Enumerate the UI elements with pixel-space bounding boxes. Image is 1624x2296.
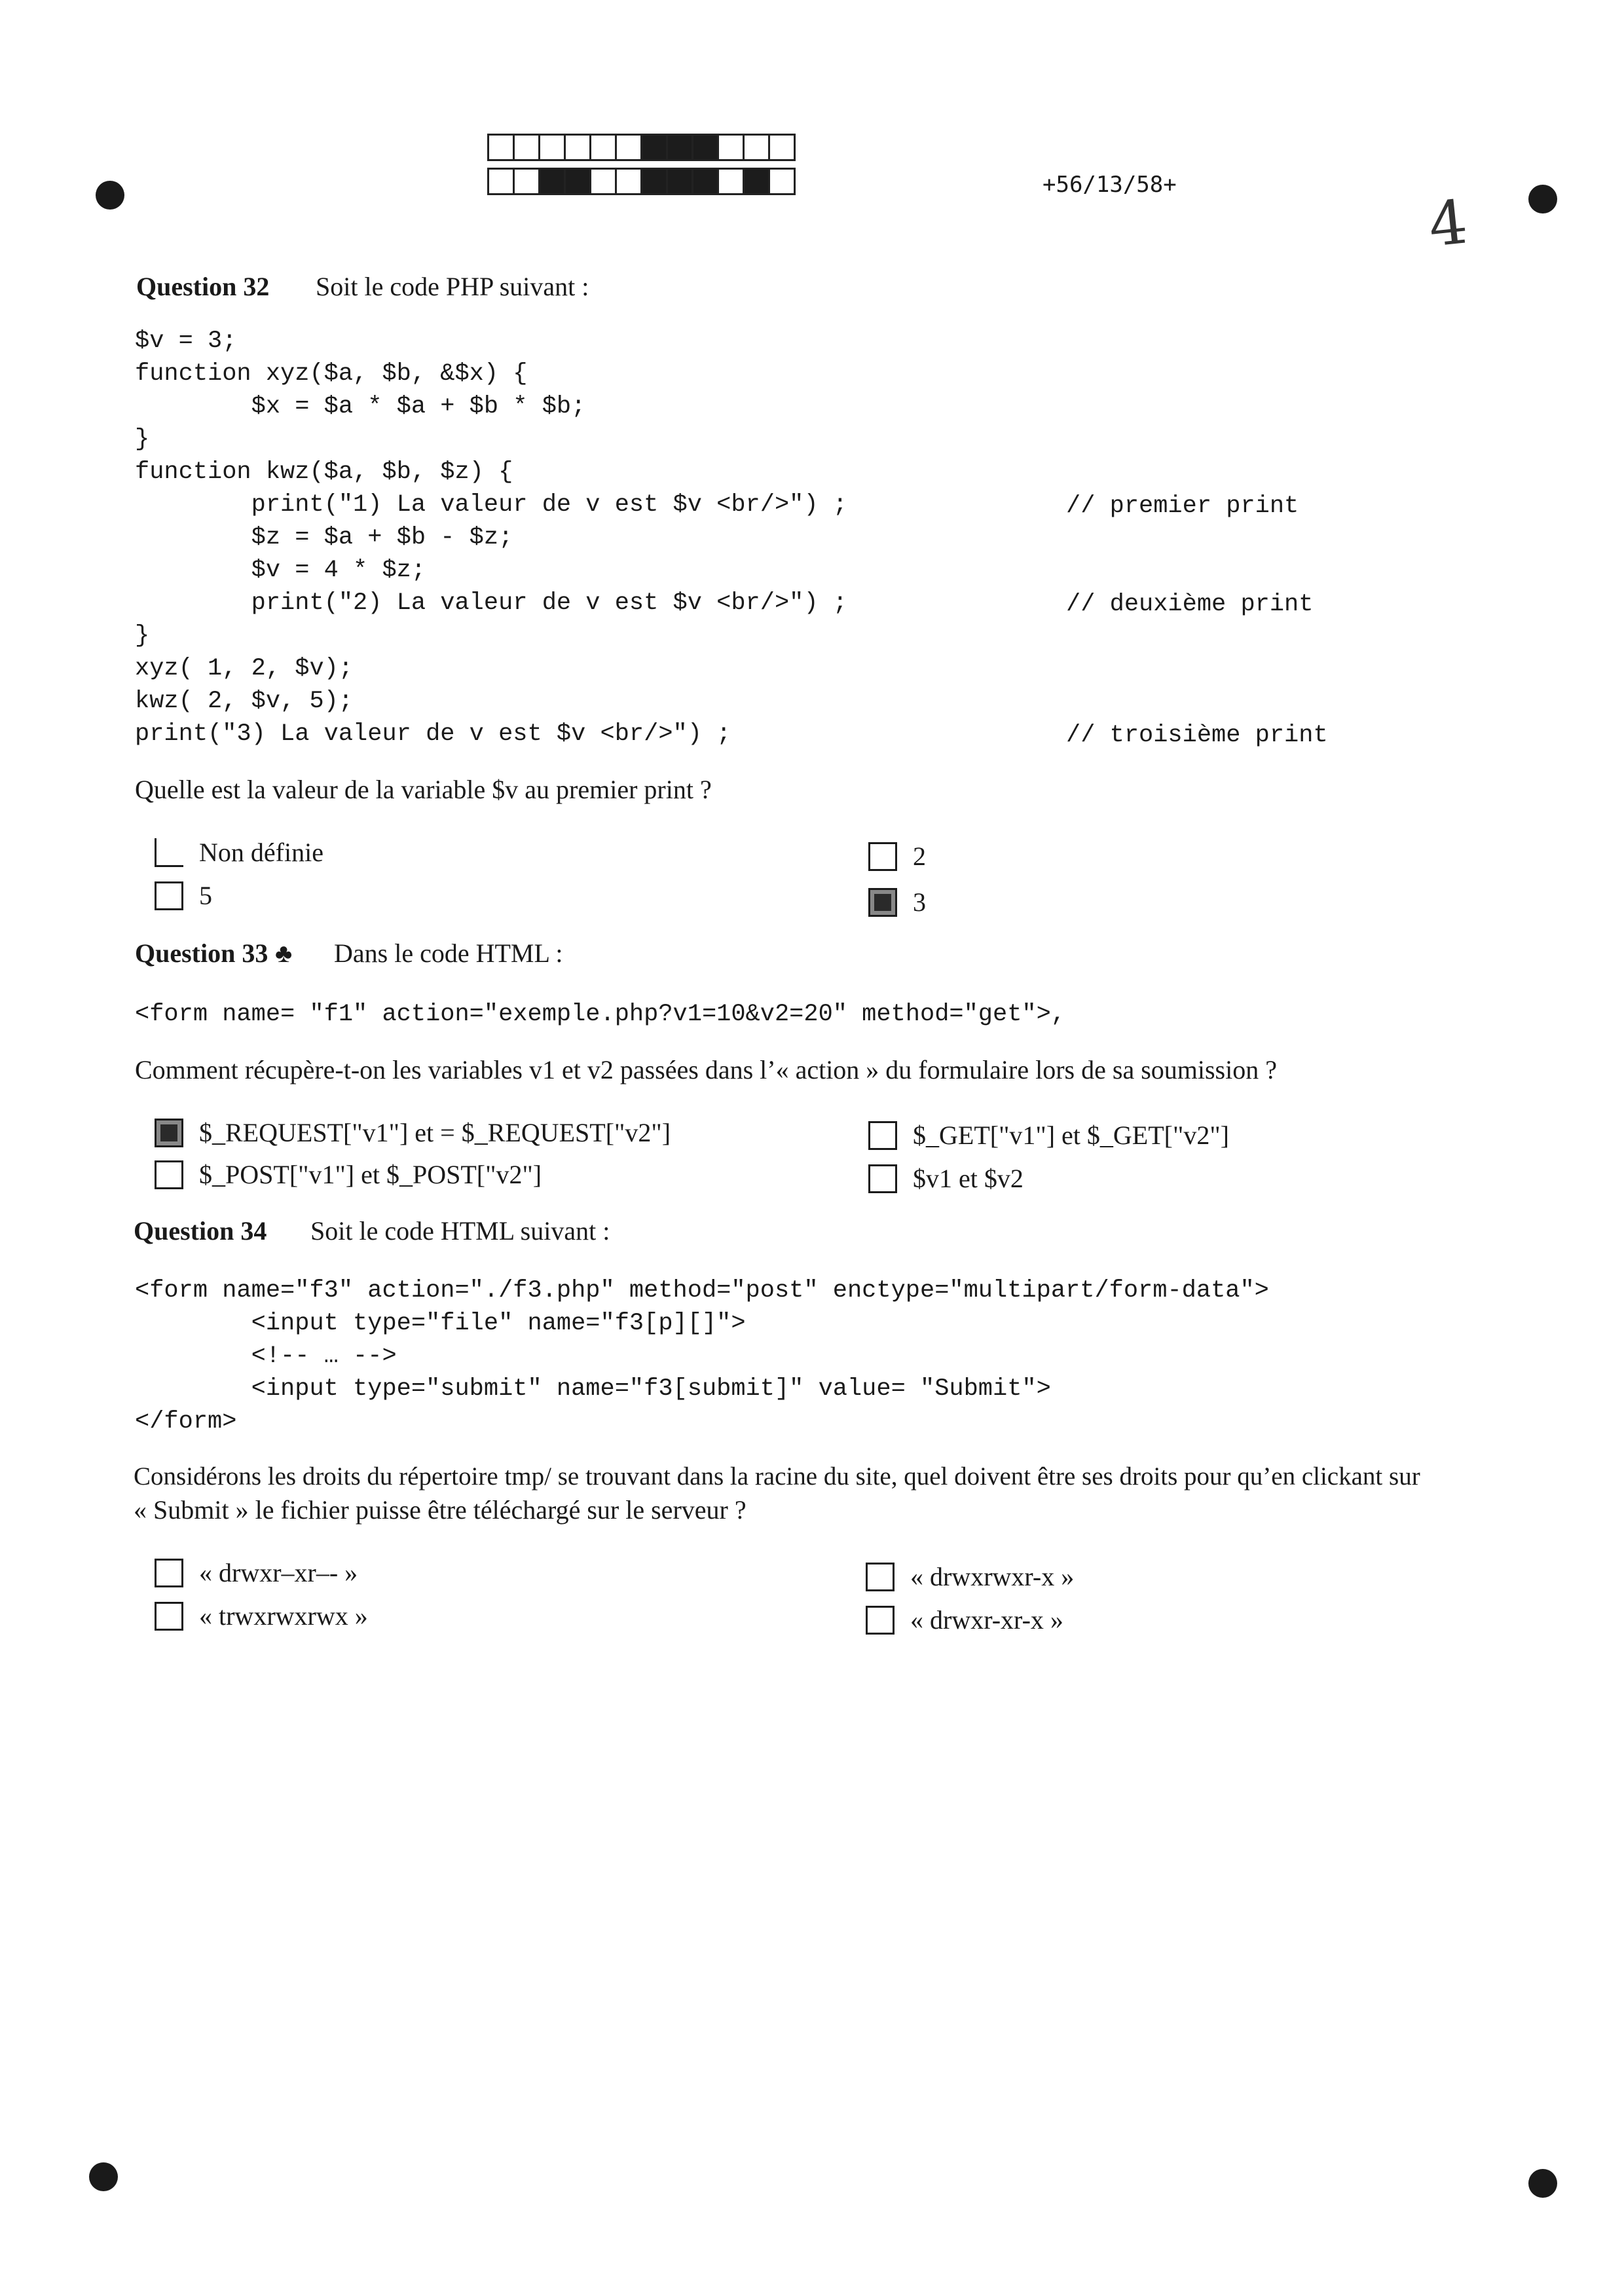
question-34-prompt-line-2: « Submit » le fichier puisse être téléchargé sur le serveur ? — [134, 1495, 747, 1525]
answer-checkbox[interactable] — [155, 1602, 183, 1631]
barcode-cell-filled — [540, 170, 566, 193]
barcode-cell-filled — [693, 136, 719, 159]
answer-label: $v1 et $v2 — [913, 1164, 1024, 1193]
answer-label: « drwxrwxr-x » — [910, 1562, 1075, 1591]
answer-option[interactable] — [155, 1117, 671, 1148]
answer-option[interactable] — [866, 1561, 1074, 1592]
comment-deuxieme-print: // deuxième print — [1066, 591, 1314, 618]
question-32-prompt: Quelle est la valeur de la variable $v au premier print ? — [135, 775, 712, 804]
answer-checkbox[interactable] — [155, 1160, 183, 1189]
barcode-cell-filled — [745, 170, 770, 193]
barcode-cell-filled — [668, 170, 693, 193]
answer-checkbox[interactable] — [868, 842, 897, 871]
answer-label: $_POST["v1"] et $_POST["v2"] — [199, 1160, 542, 1189]
question-34-code: <form name="f3" action="./f3.php" method="post" enctype="multipart/form-data"> <input type="file" name="f3[p][]"> <!-- … --> <input type="submit" name="f3[submit]" value= "Submit"> </form> — [135, 1277, 1269, 1435]
comment-troisieme-print: // troisième print — [1066, 722, 1328, 749]
answer-label: Non définie — [199, 838, 323, 867]
answer-checkbox-checked[interactable] — [868, 888, 897, 917]
registration-mark-top-left — [96, 181, 124, 210]
question-34-prompt-line-1: Considérons les droits du répertoire tmp/ se trouvant dans la racine du site, quel doivent être ses droits pour qu’en clickant sur — [134, 1462, 1420, 1491]
barcode-row — [487, 168, 796, 195]
question-32-intro: Soit le code PHP suivant : — [316, 272, 589, 301]
answer-option[interactable] — [868, 841, 926, 872]
answer-checkbox[interactable] — [155, 881, 183, 910]
question-34-intro: Soit le code HTML suivant : — [310, 1216, 610, 1246]
barcode-cell-empty — [617, 136, 642, 159]
answer-label: 5 — [199, 881, 212, 910]
answer-checkbox[interactable] — [155, 1559, 183, 1587]
comment-premier-print: // premier print — [1066, 492, 1299, 520]
barcode-cell-empty — [515, 136, 540, 159]
answer-label: 2 — [913, 842, 926, 871]
question-34-title: Question 34 — [134, 1216, 267, 1246]
answer-label: « drwxr–xr–- » — [199, 1558, 358, 1587]
answer-option[interactable] — [868, 1163, 1024, 1194]
barcode-cell-empty — [489, 136, 515, 159]
handwritten-mark: 4 — [1425, 187, 1471, 261]
registration-mark-top-right — [1528, 185, 1557, 213]
answer-option[interactable] — [868, 1120, 1229, 1151]
question-33-prompt: Comment récupère-t-on les variables v1 et v2 passées dans l’« action » du formulaire lors de sa soumission ? — [135, 1055, 1277, 1084]
registration-mark-bottom-left — [89, 2162, 118, 2191]
answer-checkbox-checked[interactable] — [155, 1119, 183, 1147]
answer-option[interactable] — [155, 1159, 542, 1190]
registration-mark-bottom-right — [1528, 2169, 1557, 2198]
barcode-cell-empty — [515, 170, 540, 193]
question-32-title: Question 32 — [136, 272, 270, 301]
answer-label: « trwxrwxrwx » — [199, 1601, 368, 1631]
barcode-cell-filled — [668, 136, 693, 159]
answer-option[interactable] — [155, 1601, 368, 1631]
answer-checkbox[interactable] — [155, 838, 183, 867]
answer-option[interactable] — [866, 1604, 1063, 1635]
answer-label: « drwxr-xr-x » — [910, 1605, 1063, 1635]
question-33-intro: Dans le code HTML : — [334, 938, 563, 968]
barcode-cell-empty — [591, 170, 617, 193]
barcode-cell-empty — [719, 136, 745, 159]
barcode-cell-empty — [489, 170, 515, 193]
answer-label: $_GET["v1"] et $_GET["v2"] — [913, 1120, 1229, 1150]
answer-checkbox[interactable] — [866, 1606, 895, 1635]
barcode-cell-filled — [566, 170, 591, 193]
barcode-cell-filled — [642, 136, 668, 159]
barcode-cell-empty — [566, 136, 591, 159]
question-32-code: $v = 3; function xyz($a, $b, &$x) { $x = $a * $a + $b * $b; } function kwz($a, $b, $z) { print("1) La valeur de v est $v <br/>") ; $z = $a + $b - $z; $v = 4 * $z; print("2) La valeur de v est $v <br/>") ; } xyz( 1, 2, $v); kwz( 2, $v, 5); print("3) La valeur de v est $v <br/>") ; — [135, 327, 847, 748]
barcode-cell-empty — [617, 170, 642, 193]
answer-checkbox[interactable] — [866, 1563, 895, 1591]
barcode-cell-empty — [745, 136, 770, 159]
sheet-id: +56/13/58+ — [1043, 172, 1177, 198]
answer-label: $_REQUEST["v1"] et = $_REQUEST["v2"] — [199, 1118, 671, 1147]
barcode-cell-empty — [591, 136, 617, 159]
answer-option[interactable] — [868, 887, 926, 917]
question-33-code: <form name= "f1" action="exemple.php?v1=10&v2=20" method="get">, — [135, 1001, 1066, 1028]
answer-checkbox[interactable] — [868, 1121, 897, 1150]
barcode-cell-filled — [693, 170, 719, 193]
barcode-cell-empty — [770, 170, 794, 193]
question-33-title: Question 33 — [135, 938, 268, 968]
barcode-cell-empty — [719, 170, 745, 193]
barcode-cell-empty — [540, 136, 566, 159]
answer-option[interactable] — [155, 1557, 358, 1588]
barcode-cell-filled — [642, 170, 668, 193]
answer-option[interactable] — [155, 880, 212, 911]
club-symbol: ♣ — [275, 938, 293, 968]
barcode-row — [487, 134, 796, 161]
barcode-cell-empty — [770, 136, 794, 159]
answer-option[interactable] — [155, 837, 323, 868]
answer-checkbox[interactable] — [868, 1164, 897, 1193]
answer-label: 3 — [913, 887, 926, 917]
